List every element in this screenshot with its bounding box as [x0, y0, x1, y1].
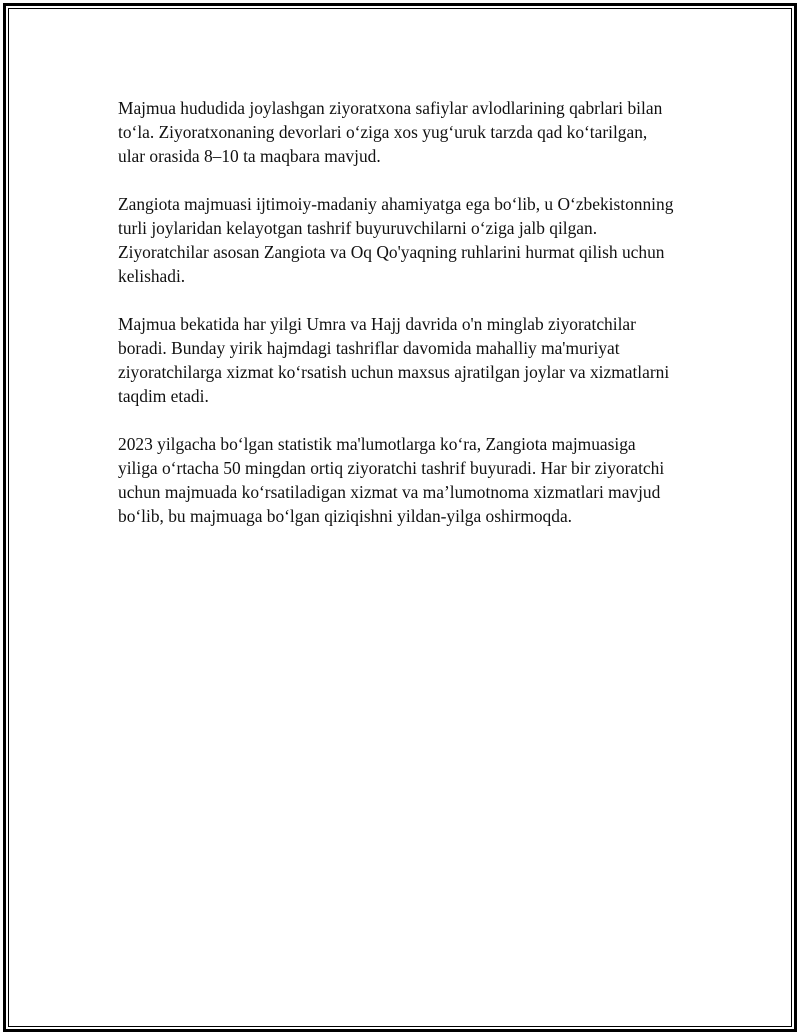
paragraph: Majmua hududida joylashgan ziyoratxona safiylar avlodlarining qabrlari bilan to‘la. Ziyoratxonaning devorlari o‘ziga xos yug‘uruk tarzda qad ko‘tarilgan, ular orasida 8–10 ta maqbara mavjud.: [118, 98, 663, 166]
paragraph: 2023 yilgacha bo‘lgan statistik ma'lumotlarga ko‘ra, Zangiota majmuasiga yiliga o‘rtacha 50 mingdan ortiq ziyoratchi tashrif buyuradi. Har bir ziyoratchi uchun majmuada ko‘rsatiladigan xizmat va ma’lumotnoma xizmatlari mavjud bo‘lib, bu majmuaga bo‘lgan qiziqishni yildan-yilga oshirmoqda.: [118, 434, 665, 526]
paragraph: Zangiota majmuasi ijtimoiy-madaniy ahamiyatga ega bo‘lib, u O‘zbekistonning turli joylaridan kelayotgan tashrif buyuruvchilarni o‘ziga jalb qilgan. Ziyoratchilar asosan Zangiota va Oq Qo'yaqning ruhlarini hurmat qilish uchun kelishadi.: [118, 194, 674, 286]
document-page: [3, 3, 797, 1032]
paragraph: Majmua bekatida har yilgi Umra va Hajj davrida o'n minglab ziyoratchilar boradi. Bunday yirik hajmdagi tashriflar davomida mahalliy ma'muriyat ziyoratchilarga xizmat ko‘rsatish uchun maxsus ajratilgan joylar va xizmatlarni taqdim etadi.: [118, 314, 670, 406]
document-body: [118, 96, 678, 552]
